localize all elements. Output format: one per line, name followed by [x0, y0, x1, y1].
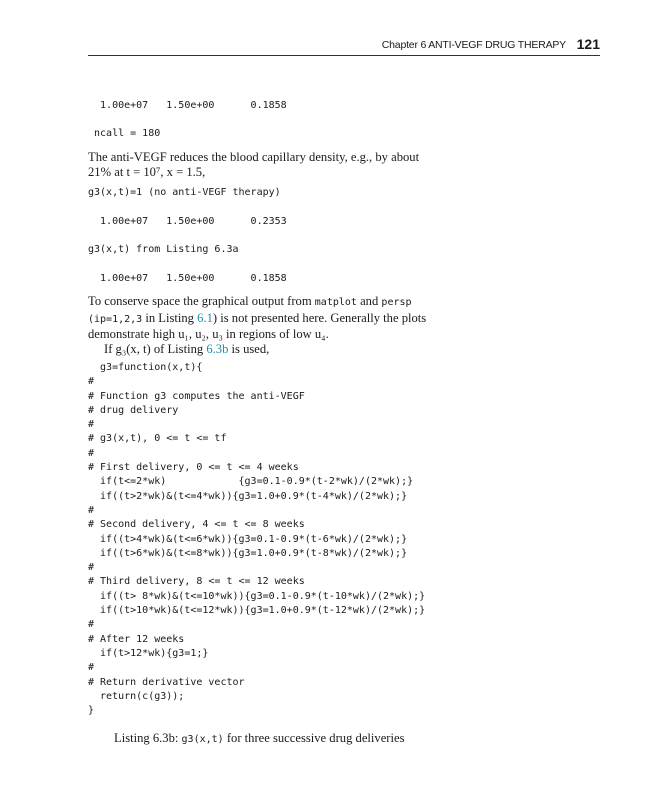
page-header [88, 37, 600, 56]
code-line: # Second delivery, 4 <= t <= 8 weeks [88, 519, 305, 531]
output-line-2: 1.00e+07 1.50e+00 0.2353 [88, 216, 287, 227]
code-line: if((t>2*wk)&(t<=4*wk)){g3=1.0+0.9*(t-4*wk)/(2*wk);} [88, 490, 408, 502]
page-number: 121 [576, 36, 600, 52]
output-line-1: 1.00e+07 1.50e+00 0.1858 [88, 100, 287, 111]
paragraph-anti-vegf [88, 150, 448, 179]
g3-label-listing: g3(x,t) from Listing 6.3a [88, 244, 239, 255]
code-line: # drug delivery [88, 404, 179, 416]
code-line: if((t>10*wk)&(t<=12*wk)){g3=1.0+0.9*(t-12*wk)/(2*wk);} [88, 605, 426, 617]
code-line: # Function g3 computes the anti-VEGF [88, 390, 305, 402]
ncall-line: ncall = 180 [88, 128, 161, 139]
caption-prefix: Listing 6.3b: [114, 731, 182, 745]
code-line: # [88, 619, 95, 631]
code-line: # [88, 419, 95, 431]
listing-link[interactable]: 6.3b [206, 341, 229, 356]
code-ip: (ip=1,2,3 [88, 313, 143, 325]
running-title: Chapter 6 ANTI-VEGF DRUG THERAPY [381, 39, 566, 51]
code-line: # Third delivery, 8 <= t <= 12 weeks [88, 576, 305, 588]
text-segment: is used, [228, 341, 270, 356]
code-line: # First delivery, 0 <= t <= 4 weeks [88, 462, 299, 474]
text-segment: and [356, 294, 382, 308]
code-line: if((t>6*wk)&(t<=8*wk)){g3=1.0+0.9*(t-8*wk)/(2*wk);} [88, 547, 408, 559]
text-segment: demonstrate high u₁, u₂, u₃ in regions of low u₄. [88, 327, 329, 341]
code-matplot: matplot [314, 297, 357, 308]
code-line: # [88, 504, 95, 516]
code-persp: persp [381, 297, 412, 308]
code-line: # g3(x,t), 0 <= t <= tf [88, 433, 227, 445]
code-line: # [88, 447, 95, 459]
code-listing [88, 361, 425, 718]
code-line: if((t> 8*wk)&(t<=10*wk)){g3=0.1-0.9*(t-10*wk)/(2*wk);} [88, 590, 426, 602]
caption-code: g3(x,t) [181, 734, 224, 745]
text-segment: To conserve space the graphical output from [88, 294, 315, 308]
code-line: g3=function(x,t){ [88, 362, 203, 373]
code-line: # [88, 376, 95, 388]
text-segment: ) is not presented here. Generally the plots [212, 310, 427, 325]
code-line: return(c(g3)); [88, 690, 185, 702]
text-segment: in Listing [142, 310, 198, 325]
code-line: if(t<=2*wk) {g3=0.1-0.9*(t-2*wk)/(2*wk);} [88, 476, 414, 488]
code-line: if(t>12*wk){g3=1;} [88, 647, 209, 659]
code-line: # Return derivative vector [88, 676, 245, 688]
g3-label-no-therapy: g3(x,t)=1 (no anti-VEGF therapy) [88, 187, 281, 198]
caption-suffix: for three successive drug deliveries [223, 731, 405, 745]
output-line-3: 1.00e+07 1.50e+00 0.1858 [88, 273, 287, 284]
paragraph-graphical-output [88, 294, 458, 356]
code-line: # [88, 562, 95, 574]
code-line: # [88, 662, 95, 674]
code-line: if((t>4*wk)&(t<=6*wk)){g3=0.1-0.9*(t-6*wk)/(2*wk);} [88, 533, 408, 545]
paragraph-line: The anti-VEGF reduces the blood capillary density, e.g., by about [88, 150, 420, 164]
code-line: # After 12 weeks [88, 633, 185, 645]
text-segment: If g₃(x, t) of Listing [104, 341, 207, 356]
listing-link[interactable]: 6.1 [197, 310, 213, 325]
paragraph-line: 21% at t = 10⁷, x = 1.5, [88, 164, 206, 179]
listing-caption [114, 731, 404, 746]
code-line: } [88, 705, 95, 717]
